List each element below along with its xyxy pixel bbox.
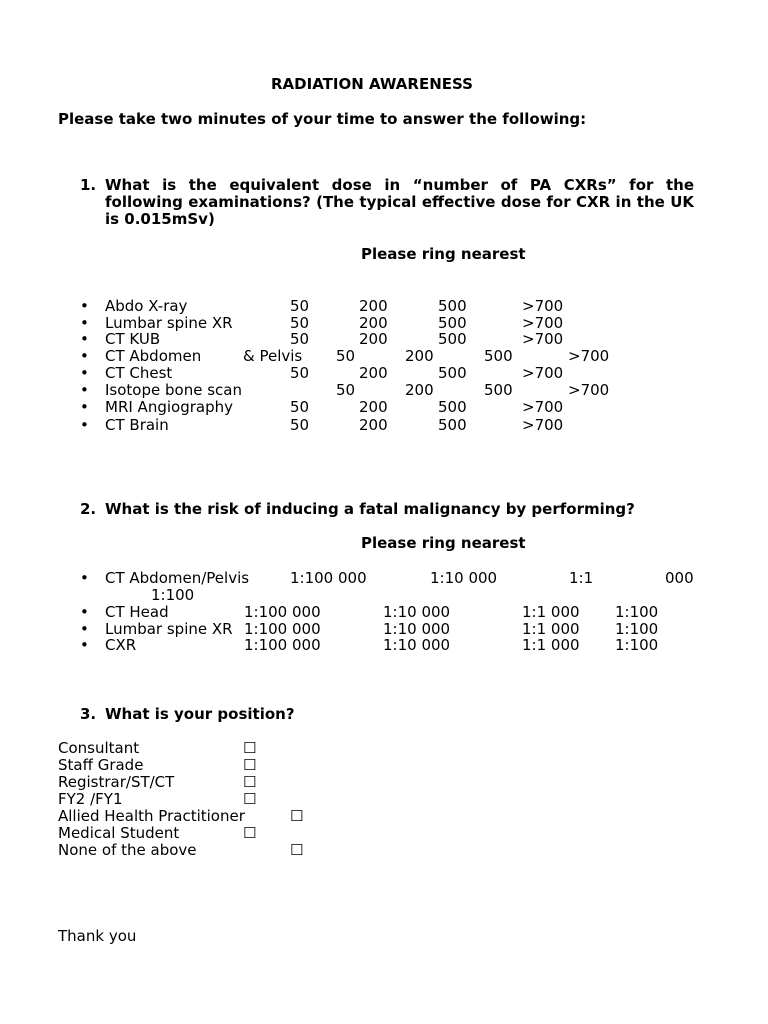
exam-label: Lumbar spine XR [105, 620, 233, 638]
dose-option[interactable]: 500 [438, 416, 467, 434]
checkbox-icon[interactable]: ☐ [290, 841, 304, 859]
exam-label: Abdo X-ray [105, 297, 188, 315]
question-2-instruction: Please ring nearest [361, 534, 526, 552]
bullet: • [80, 636, 89, 654]
risk-option[interactable]: 1:100 [615, 603, 659, 621]
dose-option[interactable]: 50 [290, 330, 310, 348]
dose-option[interactable]: >700 [568, 347, 610, 365]
exam-label: MRI Angiography [105, 398, 233, 416]
question-3-number: 3. [80, 705, 97, 723]
bullet: • [80, 603, 89, 621]
dose-option[interactable]: >700 [522, 297, 564, 315]
dose-option[interactable]: >700 [522, 398, 564, 416]
risk-option[interactable]: 1:10 000 [430, 569, 498, 587]
risk-option[interactable]: 1:1 000 [522, 636, 580, 654]
dose-option[interactable]: 200 [359, 364, 388, 382]
position-option-label: Medical Student [58, 824, 180, 842]
dose-option[interactable]: 50 [336, 381, 356, 399]
exam-label: CT Abdomen [105, 347, 202, 365]
position-option-label: Consultant [58, 739, 140, 757]
risk-option[interactable]: 1:10 000 [383, 620, 451, 638]
checkbox-icon[interactable]: ☐ [290, 807, 304, 825]
risk-option[interactable]: 1:10 000 [383, 603, 451, 621]
exam-label-continued: & Pelvis [243, 347, 303, 365]
risk-option[interactable]: 1:100 000 [244, 603, 321, 621]
bullet: • [80, 569, 89, 587]
dose-option[interactable]: 50 [290, 398, 310, 416]
question-1-instruction: Please ring nearest [361, 245, 526, 263]
question-1-text: What is the equivalent dose in “number of PA CXRs” for the following examinations? (The typical effective dose for CXR in the UK is 0.015mSv) [105, 176, 694, 228]
dose-option[interactable]: >700 [568, 381, 610, 399]
dose-option[interactable]: 500 [438, 398, 467, 416]
closing-text: Thank you [58, 927, 137, 945]
dose-option[interactable]: 50 [290, 364, 310, 382]
position-option-label: Allied Health Practitioner [58, 807, 245, 825]
position-option-label: Staff Grade [58, 756, 144, 774]
dose-option[interactable]: 200 [359, 416, 388, 434]
dose-option[interactable]: 500 [484, 347, 513, 365]
dose-option[interactable]: 200 [359, 330, 388, 348]
bullet: • [80, 398, 89, 416]
checkbox-icon[interactable]: ☐ [243, 790, 257, 808]
page-title: RADIATION AWARENESS [271, 75, 473, 93]
dose-option[interactable]: 500 [438, 364, 467, 382]
risk-option[interactable]: 1:1 000 [522, 603, 580, 621]
bullet: • [80, 314, 89, 332]
dose-option[interactable]: 500 [438, 297, 467, 315]
question-3-text: What is your position? [105, 705, 295, 723]
dose-option[interactable]: 200 [359, 314, 388, 332]
checkbox-icon[interactable]: ☐ [243, 824, 257, 842]
bullet: • [80, 347, 89, 365]
dose-option[interactable]: 50 [290, 416, 310, 434]
dose-option[interactable]: 200 [359, 398, 388, 416]
position-option-label: None of the above [58, 841, 197, 859]
exam-label: CT Head [105, 603, 169, 621]
question-2-number: 2. [80, 500, 97, 518]
risk-option[interactable]: 1:1 000 [522, 620, 580, 638]
risk-option[interactable]: 1:1 [569, 569, 594, 587]
dose-option[interactable]: >700 [522, 330, 564, 348]
exam-label: Lumbar spine XR [105, 314, 233, 332]
dose-option[interactable]: 50 [290, 297, 310, 315]
dose-option[interactable]: 50 [336, 347, 356, 365]
risk-option[interactable]: 1:100 000 [290, 569, 367, 587]
dose-option[interactable]: >700 [522, 314, 564, 332]
dose-option[interactable]: 50 [290, 314, 310, 332]
exam-label: CXR [105, 636, 137, 654]
bullet: • [80, 364, 89, 382]
dose-option[interactable]: >700 [522, 364, 564, 382]
exam-label: Isotope bone scan [105, 381, 242, 399]
bullet: • [80, 416, 89, 434]
dose-option[interactable]: 500 [484, 381, 513, 399]
position-option-label: FY2 /FY1 [58, 790, 123, 808]
dose-option[interactable]: 200 [405, 347, 434, 365]
bullet: • [80, 381, 89, 399]
question-1-number: 1. [80, 176, 97, 194]
dose-option[interactable]: 500 [438, 314, 467, 332]
risk-option[interactable]: 1:10 000 [383, 636, 451, 654]
bullet: • [80, 330, 89, 348]
checkbox-icon[interactable]: ☐ [243, 773, 257, 791]
risk-option[interactable]: 1:100 [615, 620, 659, 638]
exam-label: CT Abdomen/Pelvis [105, 569, 250, 587]
risk-option[interactable]: 1:100 000 [244, 620, 321, 638]
intro-text: Please take two minutes of your time to answer the following: [58, 110, 587, 128]
risk-option[interactable]: 1:100 [615, 636, 659, 654]
exam-label: CT Brain [105, 416, 169, 434]
exam-label: CT Chest [105, 364, 173, 382]
risk-option[interactable]: 1:100 [151, 586, 195, 604]
dose-option[interactable]: 200 [405, 381, 434, 399]
bullet: • [80, 297, 89, 315]
exam-label: CT KUB [105, 330, 161, 348]
risk-option[interactable]: 1:100 000 [244, 636, 321, 654]
dose-option[interactable]: 200 [359, 297, 388, 315]
checkbox-icon[interactable]: ☐ [243, 739, 257, 757]
checkbox-icon[interactable]: ☐ [243, 756, 257, 774]
question-2-text: What is the risk of inducing a fatal malignancy by performing? [105, 500, 635, 518]
risk-option-continued[interactable]: 000 [665, 569, 694, 587]
dose-option[interactable]: >700 [522, 416, 564, 434]
position-option-label: Registrar/ST/CT [58, 773, 175, 791]
dose-option[interactable]: 500 [438, 330, 467, 348]
bullet: • [80, 620, 89, 638]
